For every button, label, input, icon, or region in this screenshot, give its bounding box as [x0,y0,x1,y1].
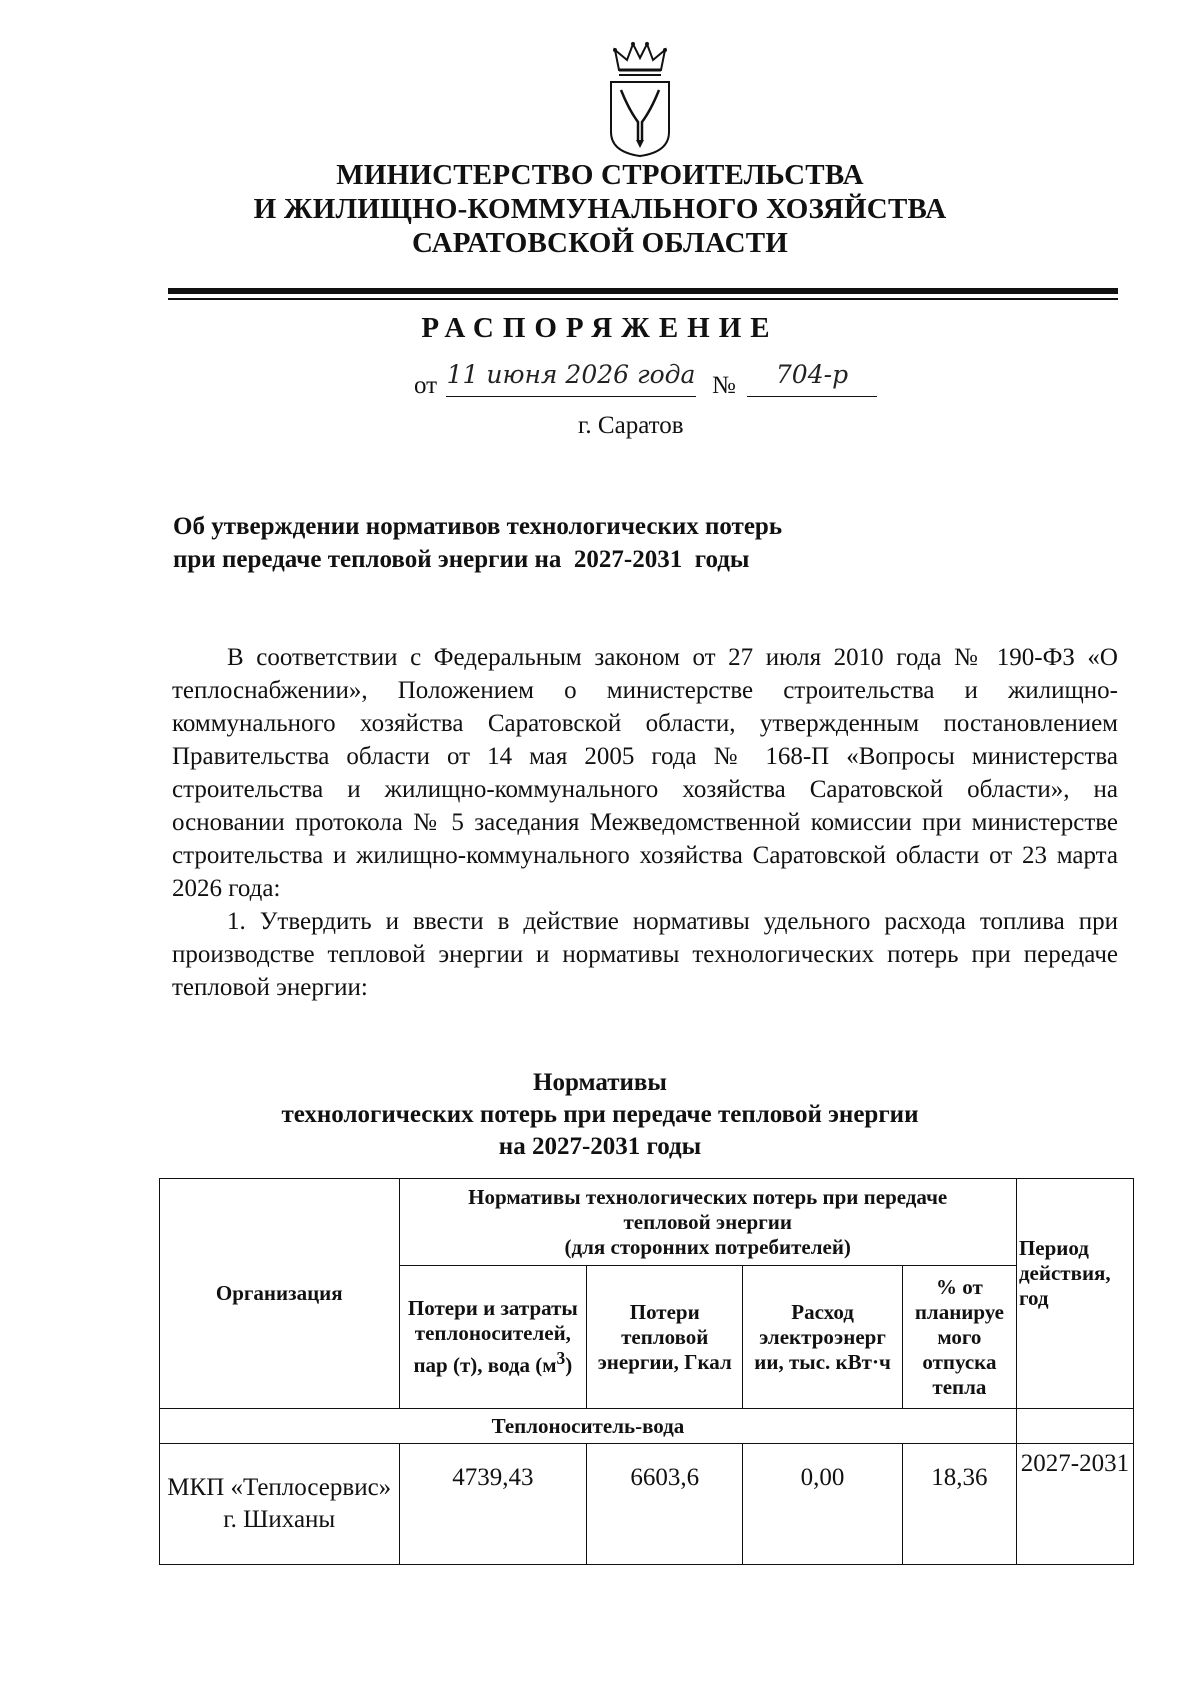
group-header-line-2: тепловой энергии [623,1209,792,1234]
cell-coolant-losses: 4739,43 [399,1444,587,1565]
header-coolant-losses-sup: 3 [556,1348,566,1368]
header-coolant-losses [399,1266,587,1409]
cell-electricity: 0,00 [743,1444,903,1565]
table-row [160,1444,1134,1565]
table-title [0,1067,1200,1163]
table-title-line-2: технологических потерь при передаче тепловой энергии [281,1101,919,1128]
norms-table [159,1178,1134,1565]
header-percent: % от планируе мого отпуска тепла [902,1266,1016,1409]
header-norms-group [399,1179,1016,1266]
date-prefix: от [414,372,438,399]
group-header-line-1: Нормативы технологических потерь при передаче [468,1184,948,1209]
document-type: РАСПОРЯЖЕНИЕ [421,312,779,344]
body-text [172,641,1118,1004]
header-organization: Организация [160,1179,400,1409]
cell-percent: 18,36 [902,1444,1016,1565]
header-divider-thin [168,298,1118,300]
ministry-line-1: МИНИСТЕРСТВО СТРОИТЕЛЬСТВА [336,159,864,191]
document-subject [173,510,782,576]
section-coolant-water: Теплоноситель-вода [160,1409,1017,1444]
table-title-line-1: Нормативы [533,1069,667,1096]
handwritten-number: 704-р [747,360,877,397]
date-number-line [414,360,884,400]
handwritten-date: 11 июня 2026 года [446,360,696,397]
cell-period: 2027-2031 [1016,1444,1133,1565]
header-heat-losses: Потери тепловой энергии, Гкал [587,1266,743,1409]
header-divider-thick [168,288,1118,294]
preamble-paragraph: В соответствии с Федеральным законом от 27 июля 2010 года № 190-ФЗ «О теплоснабжении», Положением о министерстве строительства и жилищно-коммунального хозяйства Саратовской области, утвержденным постановлением Правительства области от 14 мая 2005 года № 168-П «Вопросы министерства строительства и жилищно-коммунального хозяйства Саратовской области», на основании протокола № 5 заседания Межведомственной комиссии при министерстве строительства и жилищно-коммунального хозяйства Саратовской области от 23 марта 2026 года: [172,644,1118,902]
header-period [1016,1179,1133,1409]
header-period-label: Период действия, год [1018,1236,1111,1310]
subject-line-2: при передаче тепловой энергии на 2027-2031 годы [173,546,750,573]
item-1-paragraph: 1. Утвердить и ввести в действие нормативы удельного расхода топлива при производстве тепловой энергии и нормативы технологических потерь при передаче тепловой энергии: [172,908,1118,1001]
header-electricity: Расход электроэнерг ии, тыс. кВт·ч [743,1266,903,1409]
cell-organization: МКП «Теплосервис» г. Шиханы [160,1444,400,1565]
cell-heat-losses: 6603,6 [587,1444,743,1565]
city: г. Саратов [578,412,684,439]
number-prefix: № [712,372,736,399]
ministry-name [0,158,1200,260]
saratov-coat-of-arms-icon [605,40,675,158]
group-header-line-3: (для сторонних потребителей) [564,1234,851,1259]
header-coolant-losses-tail: ) [565,1353,573,1377]
ministry-line-2: И ЖИЛИЩНО-КОММУНАЛЬНОГО ХОЗЯЙСТВА [253,193,947,225]
table-title-line-3: на 2027-2031 годы [498,1133,702,1160]
subject-line-1: Об утверждении нормативов технологических потерь [173,513,783,540]
section-empty-cell [1016,1409,1133,1444]
header-coolant-losses-label: Потери и затраты теплоносителей, пар (т), вода (м [407,1296,578,1377]
ministry-line-3: САРАТОВСКОЙ ОБЛАСТИ [411,227,789,259]
